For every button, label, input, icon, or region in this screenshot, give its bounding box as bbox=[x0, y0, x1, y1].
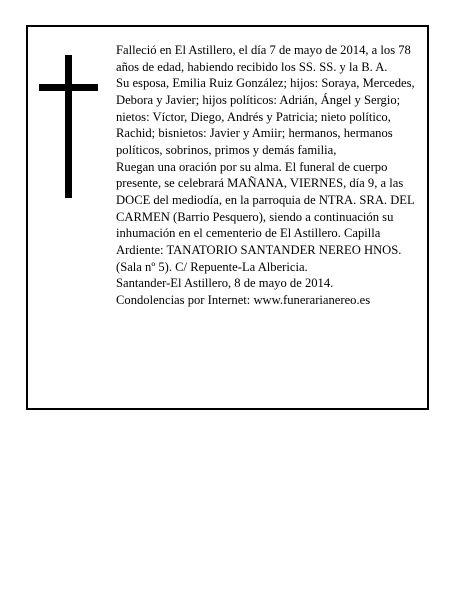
cross-horizontal-bar bbox=[39, 84, 98, 91]
family-list-paragraph: Su esposa, Emilia Ruiz González; hijos: Soraya, Mercedes, Debora y Javier; hijos políticos: Adrián, Ángel y Sergio; nietos: Víctor, Diego, Andrés y Patricia; nieto político, Rachid; bisnietos: Javier y Amiir; hermanos, hermanos políticos, sobrinos, primos y demás familia, bbox=[116, 76, 415, 157]
place-date-line: Santander-El Astillero, 8 de mayo de 2014. bbox=[116, 276, 334, 291]
condolences-line: Condolencias por Internet: www.funerarianereo.es bbox=[116, 292, 371, 307]
obituary-text bbox=[116, 42, 422, 309]
funeral-details-paragraph: Ruegan una oración por su alma. El funeral de cuerpo presente, se celebrará MAÑANA, VIERNES, día 9, a las DOCE del mediodía, en la parroquia de NTRA. SRA. DEL CARMEN (Barrio Pesquero), siendo a continuación su inhumación en el cementerio de El Astillero. Capilla Ardiente: TANATORIO SANTANDER NEREO HNOS. (Sala nº 5). C/ Repuente-La Albericia. bbox=[116, 159, 415, 274]
cross-vertical-bar bbox=[65, 55, 72, 198]
obituary-notice bbox=[26, 25, 429, 410]
death-announcement-paragraph: Falleció en El Astillero, el día 7 de mayo de 2014, a los 78 años de edad, habiendo recibido los SS. SS. y la B. A. bbox=[116, 43, 411, 74]
